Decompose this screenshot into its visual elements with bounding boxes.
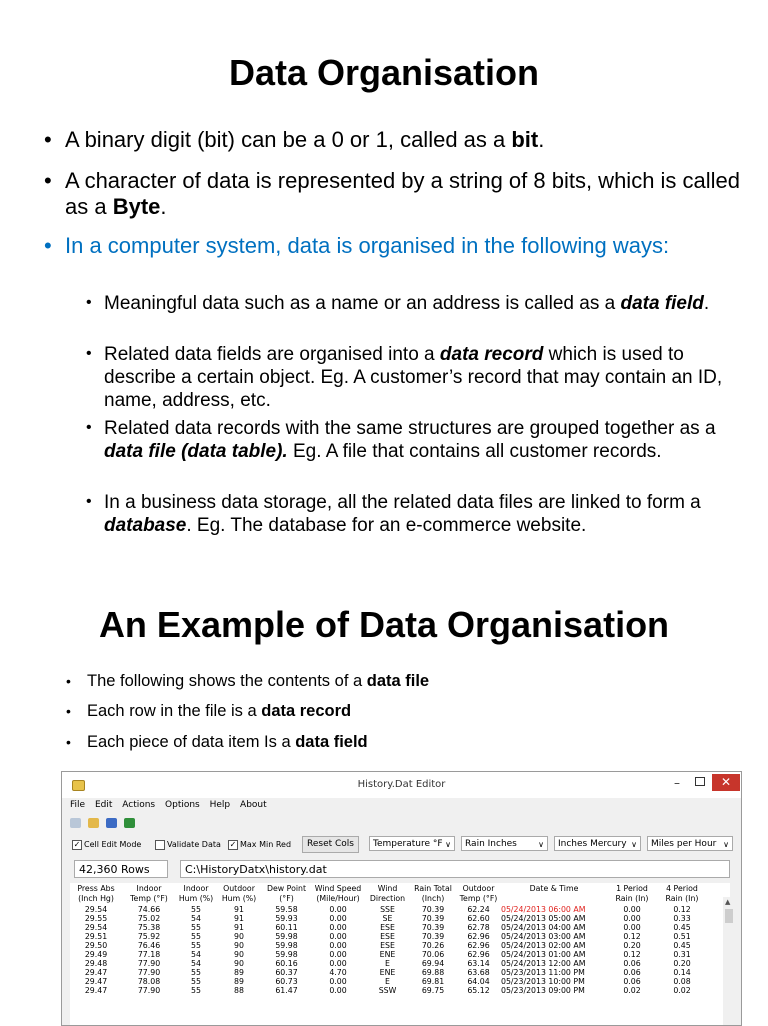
- column-header[interactable]: [70, 883, 122, 905]
- table-cell[interactable]: 0.51: [673, 932, 691, 941]
- sub-bullet-text: Related data fields are organised into a: [104, 344, 440, 365]
- table-cell[interactable]: 29.54: [84, 905, 108, 914]
- table-cell[interactable]: 78.08: [137, 977, 161, 986]
- column-header-line: Wind: [377, 884, 398, 893]
- table-cell[interactable]: 61.47: [275, 986, 298, 995]
- table-cell[interactable]: 0.12: [623, 950, 641, 959]
- table-cell[interactable]: 89: [234, 977, 244, 986]
- table-row[interactable]: [70, 977, 707, 986]
- row-count-field: 42,360 Rows: [74, 860, 168, 878]
- sub-bullet-bold: data field: [620, 293, 704, 314]
- table-body: [70, 905, 707, 995]
- sub-bullet-bold: database: [104, 515, 187, 536]
- vertical-scrollbar[interactable]: [723, 897, 735, 1025]
- wind-select[interactable]: [647, 836, 733, 851]
- table-cell[interactable]: 0.45: [673, 923, 691, 932]
- table-cell[interactable]: 70.39: [421, 932, 445, 941]
- chevron-down-icon: ∨: [538, 840, 544, 849]
- table-row[interactable]: [70, 923, 707, 932]
- table-cell[interactable]: 0.08: [673, 977, 691, 986]
- rain-select-value: Rain Inches: [465, 839, 517, 849]
- table-cell[interactable]: 55: [191, 941, 201, 950]
- sub-bullet-bold: data record: [439, 344, 544, 365]
- table-cell[interactable]: 88: [234, 986, 244, 995]
- column-header[interactable]: [176, 883, 216, 905]
- bullet-1: • A binary digit (bit) can be a 0 or 1, called as a bit.: [44, 127, 545, 152]
- sub-bullet-text: which is used to describe a certain object. Eg. A customer’s record that may contain an ID, name, address, etc.: [104, 344, 723, 411]
- column-header[interactable]: [365, 883, 410, 905]
- table-cell[interactable]: 69.88: [421, 968, 445, 977]
- table-cell[interactable]: 0.20: [623, 941, 641, 950]
- table-row[interactable]: [70, 941, 707, 950]
- table-cell[interactable]: 05/23/2013 10:00 PM: [501, 977, 585, 986]
- table-cell[interactable]: 0.00: [329, 923, 347, 932]
- table-cell[interactable]: 0.00: [329, 941, 347, 950]
- file-path-field[interactable]: C:\HistoryDatx\history.dat: [180, 860, 730, 878]
- table-cell[interactable]: 60.37: [275, 968, 298, 977]
- table-cell[interactable]: 0.31: [673, 950, 691, 959]
- sub-bullet-text: Related data records with the same structures are grouped together as a: [104, 418, 716, 439]
- example-bullet-bold: data file: [366, 672, 430, 690]
- column-header[interactable]: [657, 883, 707, 905]
- save-icon[interactable]: [106, 818, 117, 828]
- table-cell[interactable]: 55: [191, 968, 201, 977]
- bullet-text: .: [538, 127, 545, 152]
- cell-edit-mode-checkbox[interactable]: ✓: [73, 840, 81, 849]
- table-cell[interactable]: 55: [191, 905, 201, 914]
- validate-data-checkbox[interactable]: [155, 840, 165, 850]
- table-cell[interactable]: 63.14: [467, 959, 490, 968]
- table-cell[interactable]: 05/24/2013 05:00 AM: [501, 914, 586, 923]
- table-cell[interactable]: 0.02: [673, 986, 691, 995]
- menu-options[interactable]: Options: [165, 800, 200, 810]
- table-cell[interactable]: 05/24/2013 01:00 AM: [501, 950, 586, 959]
- maximize-icon[interactable]: [695, 777, 705, 786]
- table-cell[interactable]: 0.00: [329, 950, 347, 959]
- menu-bar: [70, 800, 274, 810]
- table-row[interactable]: [70, 905, 707, 914]
- table-cell[interactable]: 90: [234, 950, 244, 959]
- bullet-text: A character of data is represented by a string of 8 bits, which is called as a: [65, 168, 741, 219]
- table-cell[interactable]: 0.12: [673, 905, 691, 914]
- data-table: [70, 883, 707, 995]
- minimize-icon[interactable]: –: [674, 776, 680, 790]
- table-cell[interactable]: 0.14: [673, 968, 691, 977]
- table-cell[interactable]: 29.47: [84, 977, 108, 986]
- column-header[interactable]: [501, 883, 607, 905]
- sub-bullet-2: • Related data fields are organised into a data record which is used to describe a certain object. Eg. A customer’s record that may contain an ID, name, address, etc.: [86, 344, 723, 411]
- table-cell[interactable]: 55: [191, 932, 201, 941]
- example-bullet-bold: data record: [261, 702, 352, 720]
- table-cell[interactable]: 89: [234, 968, 244, 977]
- table-cell[interactable]: 0.00: [329, 959, 347, 968]
- table-cell[interactable]: 55: [191, 986, 201, 995]
- sub-bullet-bold: data file (data table).: [104, 441, 288, 462]
- column-header-line: Indoor: [183, 884, 209, 893]
- table-cell[interactable]: 54: [191, 914, 201, 923]
- table-row[interactable]: [70, 986, 707, 995]
- table-cell[interactable]: 77.90: [137, 968, 161, 977]
- table-cell[interactable]: 59.98: [275, 950, 298, 959]
- table-cell[interactable]: E: [385, 959, 390, 968]
- table-cell[interactable]: 05/24/2013 02:00 AM: [501, 941, 586, 950]
- max-min-red-checkbox[interactable]: ✓: [229, 840, 237, 849]
- table-cell[interactable]: 74.66: [137, 905, 161, 914]
- table-cell[interactable]: 62.96: [467, 941, 490, 950]
- table-row[interactable]: [70, 968, 707, 977]
- column-header-line: 4 Period: [666, 884, 698, 893]
- table-cell[interactable]: ENE: [379, 968, 396, 977]
- bullet-text: A binary digit (bit) can be a 0 or 1, called as a: [65, 127, 512, 152]
- table-cell[interactable]: 62.96: [467, 932, 490, 941]
- table-cell[interactable]: 05/24/2013 12:00 AM: [501, 959, 586, 968]
- column-header-line: (Inch Hg): [78, 894, 114, 903]
- example-bullet-2: • Each row in the file is a data record: [66, 702, 352, 720]
- table-cell[interactable]: E: [385, 977, 390, 986]
- table-cell[interactable]: 29.54: [84, 923, 108, 932]
- table-cell[interactable]: 0.20: [673, 959, 691, 968]
- table-cell[interactable]: 0.06: [623, 968, 641, 977]
- example-bullet-text: The following shows the contents of a: [87, 672, 367, 690]
- table-cell[interactable]: ESE: [380, 941, 395, 950]
- column-header-line: Indoor: [136, 884, 162, 893]
- pressure-select[interactable]: [554, 836, 641, 851]
- table-cell[interactable]: 70.26: [421, 941, 445, 950]
- column-header[interactable]: [456, 883, 501, 905]
- table-row[interactable]: [70, 959, 707, 968]
- column-header-line: Rain (In): [615, 894, 649, 903]
- validate-data-label: Validate Data: [167, 840, 221, 849]
- table-cell[interactable]: 0.00: [329, 914, 347, 923]
- table-cell[interactable]: 54: [191, 950, 201, 959]
- table-cell[interactable]: SE: [382, 914, 393, 923]
- table-cell[interactable]: 55: [191, 923, 201, 932]
- column-header[interactable]: [410, 883, 456, 905]
- cell-edit-mode-label: Cell Edit Mode: [84, 840, 142, 849]
- column-header-line: Outdoor: [223, 884, 255, 893]
- column-header-line: Temp (°F): [459, 894, 498, 903]
- column-header-line: Press Abs: [77, 884, 115, 893]
- table-cell[interactable]: 0.00: [329, 977, 347, 986]
- history-editor-window: [61, 771, 742, 1026]
- table-cell[interactable]: 0.12: [623, 932, 641, 941]
- sub-bullet-text: Eg. A file that contains all customer records.: [287, 441, 662, 462]
- close-icon[interactable]: ✕: [712, 774, 740, 791]
- table-cell[interactable]: 91: [234, 914, 244, 923]
- slide-title-1: Data Organisation: [228, 52, 540, 93]
- chevron-down-icon: ∨: [631, 840, 637, 849]
- column-header-line: 1 Period: [616, 884, 648, 893]
- table-cell[interactable]: SSE: [380, 905, 395, 914]
- sub-bullet-3: • Related data records with the same structures are grouped together as a data file (data table). Eg. A file that contains all customer records.: [86, 418, 716, 462]
- table-cell[interactable]: SSW: [378, 986, 397, 995]
- bullet-bold: bit: [511, 127, 539, 152]
- sub-bullet-text: Meaningful data such as a name or an address is called as a: [104, 293, 621, 314]
- column-header-line: Dew Point: [266, 884, 306, 893]
- column-header[interactable]: [262, 883, 311, 905]
- column-header-line: Temp (°F): [130, 894, 168, 903]
- table-cell[interactable]: 70.39: [421, 923, 445, 932]
- table-cell[interactable]: 65.12: [467, 986, 490, 995]
- example-bullet-1: • The following shows the contents of a data file: [66, 672, 430, 690]
- scroll-up-icon[interactable]: ▲: [725, 898, 731, 906]
- table-cell[interactable]: 91: [234, 923, 244, 932]
- column-header[interactable]: [216, 883, 262, 905]
- table-cell[interactable]: 29.47: [84, 968, 108, 977]
- column-header-line: Hum (%): [178, 894, 214, 903]
- table-cell[interactable]: 05/23/2013 11:00 PM: [501, 968, 585, 977]
- table-cell[interactable]: 59.58: [275, 905, 298, 914]
- sub-bullet-text: In a business data storage, all the related data files are linked to form a: [104, 492, 701, 513]
- reset-cols-button[interactable]: Reset Cols: [302, 836, 359, 853]
- table-cell[interactable]: 69.75: [421, 986, 445, 995]
- options-row: [70, 836, 740, 854]
- chevron-down-icon: ∨: [723, 840, 729, 849]
- table-cell[interactable]: ESE: [380, 932, 395, 941]
- column-header-line: Wind Speed: [314, 884, 362, 893]
- column-header-line: Hum (%): [221, 894, 257, 903]
- table-cell[interactable]: 62.24: [467, 905, 490, 914]
- table-cell[interactable]: 62.96: [467, 950, 490, 959]
- rain-select[interactable]: [461, 836, 548, 851]
- table-cell[interactable]: 0.45: [673, 941, 691, 950]
- table-cell[interactable]: 05/24/2013 04:00 AM: [501, 923, 586, 932]
- table-cell[interactable]: 69.81: [421, 977, 445, 986]
- bullet-text: .: [160, 194, 167, 219]
- table-cell[interactable]: 0.06: [623, 977, 641, 986]
- sub-bullet-text: . Eg. The database for an e-commerce website.: [186, 515, 587, 536]
- table-cell[interactable]: 62.60: [467, 914, 490, 923]
- table-row[interactable]: [70, 914, 707, 923]
- table-cell[interactable]: 0.00: [329, 905, 347, 914]
- window-titlebar: [62, 772, 741, 798]
- column-header[interactable]: [607, 883, 657, 905]
- table-cell[interactable]: 62.78: [467, 923, 490, 932]
- column-header-line: (Inch): [421, 894, 445, 903]
- table-cell[interactable]: 55: [191, 977, 201, 986]
- table-cell[interactable]: 59.98: [275, 932, 298, 941]
- slide-title-2: An Example of Data Organisation: [98, 604, 670, 645]
- column-header[interactable]: [311, 883, 365, 905]
- column-header-line: Rain (In): [665, 894, 699, 903]
- table-cell[interactable]: 59.93: [275, 914, 298, 923]
- menu-actions[interactable]: Actions: [122, 800, 156, 810]
- temperature-select-value: Temperature °F: [373, 839, 443, 849]
- table-cell[interactable]: 77.18: [137, 950, 161, 959]
- table-row[interactable]: [70, 932, 707, 941]
- table-cell[interactable]: 70.39: [421, 914, 445, 923]
- column-header-line: Rain Total: [414, 884, 452, 893]
- table-cell[interactable]: 29.48: [84, 959, 108, 968]
- menu-edit[interactable]: Edit: [94, 800, 113, 810]
- bullet-bold: Byte: [112, 194, 161, 219]
- bullet-3: • In a computer system, data is organised in the following ways:: [44, 233, 744, 259]
- table-cell[interactable]: 64.04: [467, 977, 490, 986]
- column-header-line: Outdoor: [462, 884, 495, 893]
- wind-select-value: Miles per Hour: [651, 839, 717, 849]
- table-cell[interactable]: 91: [234, 905, 244, 914]
- table-cell[interactable]: 0.02: [623, 986, 641, 995]
- table-cell[interactable]: ESE: [380, 923, 395, 932]
- table-cell[interactable]: 0.00: [623, 923, 641, 932]
- table-cell[interactable]: 0.00: [623, 914, 641, 923]
- table-cell[interactable]: 05/24/2013 03:00 AM: [501, 932, 586, 941]
- example-bullet-text: Each row in the file is a: [87, 702, 262, 720]
- table-cell[interactable]: 90: [234, 941, 244, 950]
- open-folder-icon[interactable]: [88, 818, 99, 828]
- table-cell[interactable]: 29.50: [84, 941, 108, 950]
- table-cell[interactable]: 60.11: [275, 923, 298, 932]
- table-cell[interactable]: 77.90: [137, 986, 161, 995]
- table-cell[interactable]: 4.70: [329, 968, 347, 977]
- column-header-line: Date & Time: [529, 884, 579, 893]
- table-cell[interactable]: 59.98: [275, 941, 298, 950]
- window-title: History.Dat Editor: [357, 779, 446, 790]
- excel-icon[interactable]: [124, 818, 135, 828]
- bullet-2: • A character of data is represented by a string of 8 bits, which is called as a Byte.: [44, 168, 741, 219]
- max-min-red-label: Max Min Red: [240, 840, 292, 849]
- temperature-select[interactable]: [369, 836, 455, 851]
- sub-bullet-text: .: [703, 293, 710, 314]
- table-cell[interactable]: 54: [191, 959, 201, 968]
- table-cell[interactable]: 90: [234, 959, 244, 968]
- undo-icon[interactable]: [70, 818, 81, 828]
- table-cell[interactable]: 75.02: [137, 914, 161, 923]
- table-cell[interactable]: 0.00: [623, 905, 641, 914]
- table-cell[interactable]: 75.38: [137, 923, 161, 932]
- table-cell[interactable]: 29.55: [84, 914, 108, 923]
- table-cell[interactable]: 29.49: [84, 950, 108, 959]
- table-cell[interactable]: ENE: [379, 950, 396, 959]
- table-cell[interactable]: 60.73: [275, 977, 298, 986]
- table-cell[interactable]: 0.06: [623, 959, 641, 968]
- pressure-select-value: Inches Mercury: [558, 839, 627, 849]
- menu-about[interactable]: About: [240, 800, 267, 810]
- column-header[interactable]: [122, 883, 176, 905]
- example-bullet-3: • Each piece of data item Is a data field: [66, 733, 368, 751]
- table-cell[interactable]: 63.68: [467, 968, 490, 977]
- menu-file[interactable]: File: [70, 800, 86, 810]
- column-header-line: Direction: [369, 894, 406, 903]
- bullet-text: In a computer system, data is organised in the following ways:: [65, 233, 670, 258]
- column-header-line: (Mile/Hour): [316, 894, 360, 903]
- table-cell[interactable]: 0.33: [673, 914, 691, 923]
- data-grid: [70, 883, 730, 1025]
- table-cell[interactable]: 60.16: [275, 959, 298, 968]
- scroll-thumb[interactable]: [725, 909, 733, 923]
- table-cell[interactable]: 70.39: [421, 905, 445, 914]
- table-cell[interactable]: 05/24/2013 06:00 AM: [501, 905, 586, 914]
- table-cell[interactable]: 29.47: [84, 986, 108, 995]
- table-cell[interactable]: 75.92: [137, 932, 161, 941]
- table-row[interactable]: [70, 950, 707, 959]
- menu-help[interactable]: Help: [209, 800, 231, 810]
- column-header-line: (°F): [279, 894, 294, 903]
- toolbar: [70, 813, 137, 826]
- example-bullet-bold: data field: [295, 733, 368, 751]
- table-cell[interactable]: 76.46: [137, 941, 161, 950]
- table-cell[interactable]: 69.94: [421, 959, 445, 968]
- sub-bullet-4: • In a business data storage, all the related data files are linked to form a database. Eg. The database for an e-commerce website.: [86, 492, 701, 536]
- sub-bullet-1: • Meaningful data such as a name or an address is called as a data field.: [86, 293, 710, 314]
- table-cell[interactable]: 29.51: [84, 932, 108, 941]
- table-header-row: [70, 883, 707, 905]
- table-cell[interactable]: 0.00: [329, 986, 347, 995]
- chevron-down-icon: ∨: [445, 840, 451, 849]
- table-cell[interactable]: 90: [234, 932, 244, 941]
- table-cell[interactable]: 0.00: [329, 932, 347, 941]
- table-cell[interactable]: 05/23/2013 09:00 PM: [501, 986, 585, 995]
- table-cell[interactable]: 77.90: [137, 959, 161, 968]
- table-cell[interactable]: 70.06: [421, 950, 445, 959]
- example-bullet-text: Each piece of data item Is a: [87, 733, 296, 751]
